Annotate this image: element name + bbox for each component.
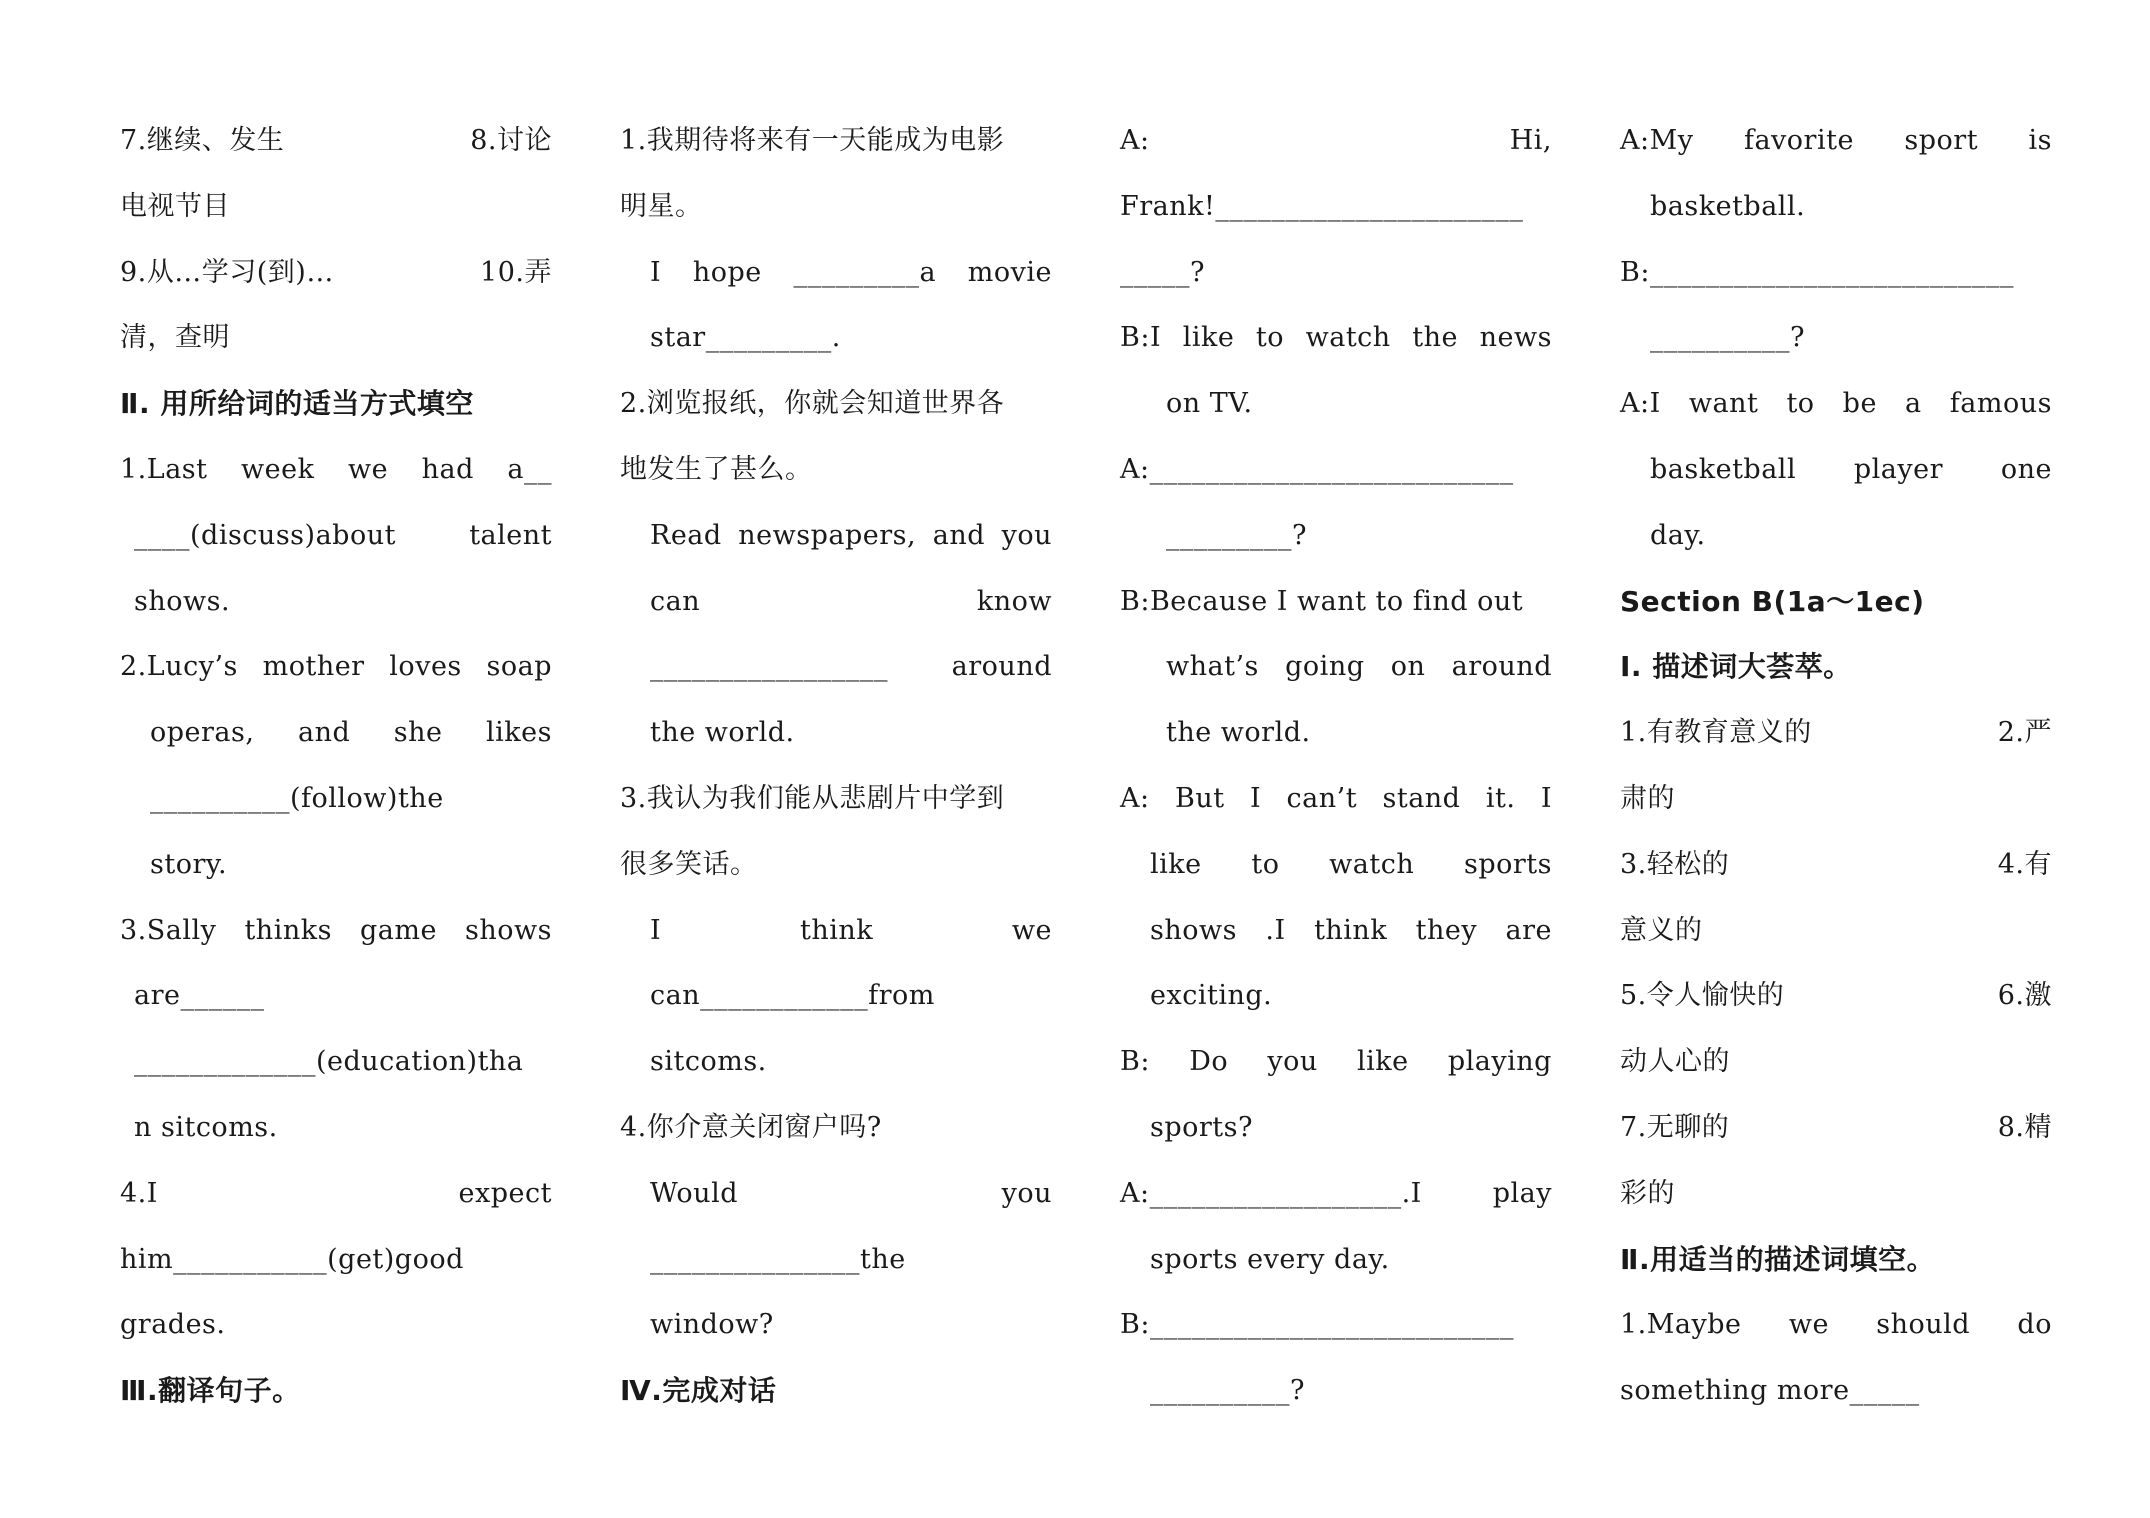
text-line (620, 710, 1052, 776)
text-token: B: (1120, 1046, 1150, 1078)
text-token: him___________(get)good (120, 1243, 464, 1275)
text-token: and (932, 519, 985, 551)
text-token: .I (1265, 914, 1286, 946)
text-token: something more_____ (1620, 1375, 1920, 1407)
text-token: 8.精 (1997, 1111, 2052, 1143)
text-token: I (650, 256, 662, 288)
text-token: 1.Last (120, 453, 208, 485)
text-token: Read (650, 519, 722, 551)
text-token: we (347, 453, 389, 485)
text-token: A: (1120, 782, 1150, 814)
text-line (620, 1039, 1052, 1105)
text-token: shows (1150, 914, 1237, 946)
section-heading (620, 1368, 1052, 1434)
column-4 (1620, 118, 2052, 1434)
text-line (120, 1237, 552, 1303)
text-line (120, 1039, 552, 1105)
section-heading (1620, 644, 2052, 710)
text-token: want (1688, 388, 1759, 420)
text-line (1120, 447, 1552, 513)
text-line (620, 1171, 1052, 1237)
text-token: the (1412, 322, 1459, 354)
text-token: are______ (134, 980, 265, 1012)
text-line (1120, 184, 1552, 250)
text-token: she (393, 717, 443, 749)
text-line (620, 315, 1052, 381)
text-line (1620, 1105, 2052, 1171)
text-token: one (2000, 453, 2052, 485)
text-line (1120, 776, 1552, 842)
text-token: sitcoms. (650, 1046, 767, 1078)
text-token: news (1479, 322, 1552, 354)
text-line (1120, 250, 1552, 316)
text-token: talent (469, 519, 552, 551)
text-line (620, 1302, 1052, 1368)
text-line (1620, 447, 2052, 513)
text-line (620, 973, 1052, 1039)
text-line (1120, 1237, 1552, 1303)
text-token: watch (1329, 848, 1415, 880)
text-token: But (1175, 782, 1225, 814)
text-token: think (1314, 914, 1388, 946)
text-line (1120, 1171, 1552, 1237)
text-token: hope (692, 256, 762, 288)
text-line (1120, 1039, 1552, 1105)
text-token: newspapers, (738, 519, 917, 551)
text-token: the world. (650, 717, 795, 749)
text-token: 意义的 (1620, 914, 1703, 946)
text-token: operas, (150, 717, 255, 749)
text-token: story. (150, 848, 228, 880)
text-line (1120, 842, 1552, 908)
text-token: know (976, 585, 1052, 617)
text-token: and (297, 717, 351, 749)
text-line (1120, 1368, 1552, 1434)
text-line (1620, 1039, 2052, 1105)
text-token: I (650, 914, 662, 946)
text-line (120, 513, 552, 579)
text-token: 很多笑话。 (620, 848, 758, 880)
text-token: can____________from (650, 980, 935, 1012)
text-token: should (1876, 1309, 1971, 1341)
text-token: like (1150, 848, 1202, 880)
text-token: 6.激 (1997, 980, 2052, 1012)
text-token: A:My (1620, 125, 1694, 156)
text-line (1120, 644, 1552, 710)
text-token: __________? (1650, 322, 1805, 354)
text-token: going (1285, 651, 1365, 683)
text-token: Ⅱ. 用所给词的适当方式填空 (120, 387, 474, 421)
text-line (1120, 908, 1552, 974)
text-line (620, 381, 1052, 447)
text-token: basketball (1650, 453, 1797, 485)
text-token: _______________the (650, 1243, 906, 1275)
text-token: Ⅱ.用适当的描述词填空。 (1620, 1242, 1936, 1276)
text-line (620, 644, 1052, 710)
text-token: Do (1189, 1046, 1229, 1078)
text-token: _________a (793, 256, 937, 288)
text-token: 10.弄 (480, 256, 552, 288)
text-token: B:I (1120, 322, 1162, 354)
text-line (620, 842, 1052, 908)
text-token: B:Because I want to find out (1120, 585, 1524, 617)
text-token: you (1001, 519, 1052, 551)
text-token: 7.继续、发生 (120, 125, 285, 156)
text-token: like (1357, 1046, 1409, 1078)
text-line (620, 250, 1052, 316)
text-token: A:__________________________ (1120, 453, 1514, 485)
text-line (1620, 973, 2052, 1039)
text-line (1120, 315, 1552, 381)
text-token: expect (458, 1177, 552, 1209)
text-token: _____________(education)tha (134, 1046, 524, 1078)
text-token: to (1786, 388, 1815, 420)
text-token: can’t (1286, 782, 1358, 814)
text-token: 4.I (120, 1177, 158, 1209)
text-token: __________(follow)the (150, 782, 444, 814)
text-token: Ⅰ. 描述词大荟萃。 (1620, 650, 1852, 684)
text-token: n sitcoms. (134, 1111, 278, 1143)
text-token: movie (967, 256, 1052, 288)
text-token: watch (1305, 322, 1391, 354)
text-line (1120, 381, 1552, 447)
text-line (1620, 1368, 2052, 1434)
text-token: 1.我期待将来有一天能成为电影 (620, 125, 1005, 156)
text-line (120, 1171, 552, 1237)
text-line (620, 908, 1052, 974)
text-line (1620, 184, 2052, 250)
text-token: 3.我认为我们能从悲剧片中学到 (620, 782, 1005, 814)
text-line (120, 579, 552, 645)
text-line (1620, 315, 2052, 381)
text-token: play (1492, 1177, 1552, 1209)
text-line (620, 579, 1052, 645)
text-line (1120, 118, 1552, 184)
section-heading (1620, 1237, 2052, 1303)
text-line (620, 1237, 1052, 1303)
text-token: exciting. (1150, 980, 1273, 1012)
text-line (120, 973, 552, 1039)
text-token: A:I (1620, 388, 1661, 420)
text-line (1620, 1302, 2052, 1368)
text-line (1620, 710, 2052, 776)
section-heading (120, 381, 552, 447)
text-token: sports every day. (1150, 1243, 1390, 1275)
text-token: 动人心的 (1620, 1046, 1730, 1078)
text-line (120, 1105, 552, 1171)
text-token: a__ (507, 453, 552, 485)
column-1 (120, 118, 552, 1434)
text-token: A:__________________.I (1120, 1177, 1422, 1209)
text-token: 1.有教育意义的 (1620, 717, 1812, 749)
text-token: can (650, 585, 701, 617)
section-heading (1620, 579, 2052, 645)
text-token: player (1853, 453, 1944, 485)
text-token: you (1267, 1046, 1318, 1078)
text-line (1120, 1302, 1552, 1368)
text-line (620, 447, 1052, 513)
text-token: likes (486, 717, 552, 749)
text-token: soap (486, 651, 552, 683)
text-line (120, 184, 552, 250)
text-token: 明星。 (620, 190, 703, 222)
text-token: B:__________________________ (1120, 1309, 1514, 1341)
text-token: Hi, (1509, 125, 1552, 156)
text-token: think (799, 914, 874, 946)
text-token: we (1011, 914, 1052, 946)
text-token: Frank!______________________ (1120, 190, 1524, 222)
section-heading (120, 1368, 552, 1434)
text-line (1620, 1171, 2052, 1237)
text-line (620, 776, 1052, 842)
text-token: I (1249, 782, 1262, 814)
text-token: around (1451, 651, 1552, 683)
text-token: ____(discuss)about (134, 519, 396, 551)
text-line (620, 184, 1052, 250)
text-token: are (1505, 914, 1552, 946)
text-token: we (1788, 1309, 1829, 1341)
text-token: basketball. (1650, 190, 1806, 222)
text-token: shows. (134, 585, 231, 617)
text-token: __________? (1150, 1375, 1305, 1407)
text-line (620, 513, 1052, 579)
text-token: 2.Lucy’s (120, 651, 238, 683)
text-token: 1.Maybe (1620, 1309, 1742, 1341)
text-token: B:__________________________ (1620, 256, 2014, 288)
text-token: is (2028, 125, 2052, 156)
text-token: Section B(1a～1ec) (1620, 584, 1925, 618)
text-token: 地发生了甚么。 (620, 453, 813, 485)
text-token: _________________ (650, 651, 888, 683)
text-line (120, 1302, 552, 1368)
text-token: sport (1904, 125, 1979, 156)
text-line (120, 710, 552, 776)
text-line (620, 118, 1052, 184)
text-token: 3.轻松的 (1620, 848, 1730, 880)
text-token: mother (262, 651, 365, 683)
text-line (1120, 710, 1552, 776)
text-line (1620, 381, 2052, 447)
text-token: grades. (120, 1309, 226, 1341)
text-token: game (360, 914, 437, 946)
text-token: around (951, 651, 1052, 683)
text-token: I (1540, 782, 1552, 814)
column-3 (1120, 118, 1552, 1434)
text-token: 3.Sally (120, 914, 217, 946)
text-token: 肃的 (1620, 782, 1675, 814)
text-token: shows (465, 914, 552, 946)
text-line (1120, 579, 1552, 645)
text-line (1120, 973, 1552, 1039)
text-token: famous (1949, 388, 2052, 420)
text-token: had (421, 453, 474, 485)
text-token: the world. (1166, 717, 1311, 749)
text-token: they (1415, 914, 1478, 946)
text-line (120, 118, 552, 184)
text-token: 电视节目 (120, 190, 230, 222)
text-token: 彩的 (1620, 1177, 1675, 1209)
text-token: window? (650, 1309, 774, 1341)
text-token: day. (1650, 519, 1706, 551)
text-token: to (1251, 848, 1280, 880)
text-token: 7.无聊的 (1620, 1111, 1730, 1143)
text-token: 4.有 (1997, 848, 2052, 880)
text-line (1620, 118, 2052, 184)
text-line (1120, 513, 1552, 579)
text-token: 2.严 (1997, 717, 2052, 749)
text-token: it. (1485, 782, 1516, 814)
text-line (1620, 908, 2052, 974)
text-token: like (1182, 322, 1235, 354)
text-line (120, 908, 552, 974)
text-token: week (241, 453, 315, 485)
text-line (120, 644, 552, 710)
text-token: favorite (1743, 125, 1854, 156)
text-token: Ⅳ.完成对话 (620, 1374, 777, 1408)
text-token: A: (1120, 125, 1150, 156)
text-token: to (1255, 322, 1285, 354)
text-line (120, 776, 552, 842)
text-line (620, 1105, 1052, 1171)
text-line (1620, 513, 2052, 579)
text-token: 8.讨论 (470, 125, 552, 156)
text-token: stand (1382, 782, 1461, 814)
text-token: what’s (1166, 651, 1259, 683)
text-line (1620, 250, 2052, 316)
text-line (120, 842, 552, 908)
text-line (120, 447, 552, 513)
text-token: 5.令人愉快的 (1620, 980, 1785, 1012)
text-token: do (2017, 1309, 2052, 1341)
text-line (1620, 842, 2052, 908)
text-token: _____? (1120, 256, 1205, 288)
text-token: sports? (1150, 1111, 1253, 1143)
text-token: sports (1463, 848, 1552, 880)
text-line (1620, 776, 2052, 842)
text-line (120, 315, 552, 381)
text-token: 9.从…学习(到)… (120, 256, 334, 288)
text-token: thinks (244, 914, 332, 946)
text-token: 清，查明 (120, 322, 230, 354)
text-token: _________? (1166, 519, 1307, 551)
text-line (120, 250, 552, 316)
text-token: playing (1447, 1046, 1552, 1078)
column-2 (620, 118, 1052, 1434)
text-token: 2.浏览报纸，你就会知道世界各 (620, 388, 1005, 420)
text-token: Ⅲ.翻译句子。 (120, 1374, 301, 1408)
text-line (1120, 1105, 1552, 1171)
text-token: be (1842, 388, 1877, 420)
text-token: a (1905, 388, 1922, 420)
text-token: on TV. (1166, 388, 1253, 420)
text-token: loves (389, 651, 462, 683)
text-token: star_________. (650, 322, 841, 354)
text-token: you (1001, 1177, 1052, 1209)
text-token: Would (650, 1177, 738, 1209)
text-token: 4.你介意关闭窗户吗? (620, 1111, 882, 1143)
text-token: on (1390, 651, 1426, 683)
